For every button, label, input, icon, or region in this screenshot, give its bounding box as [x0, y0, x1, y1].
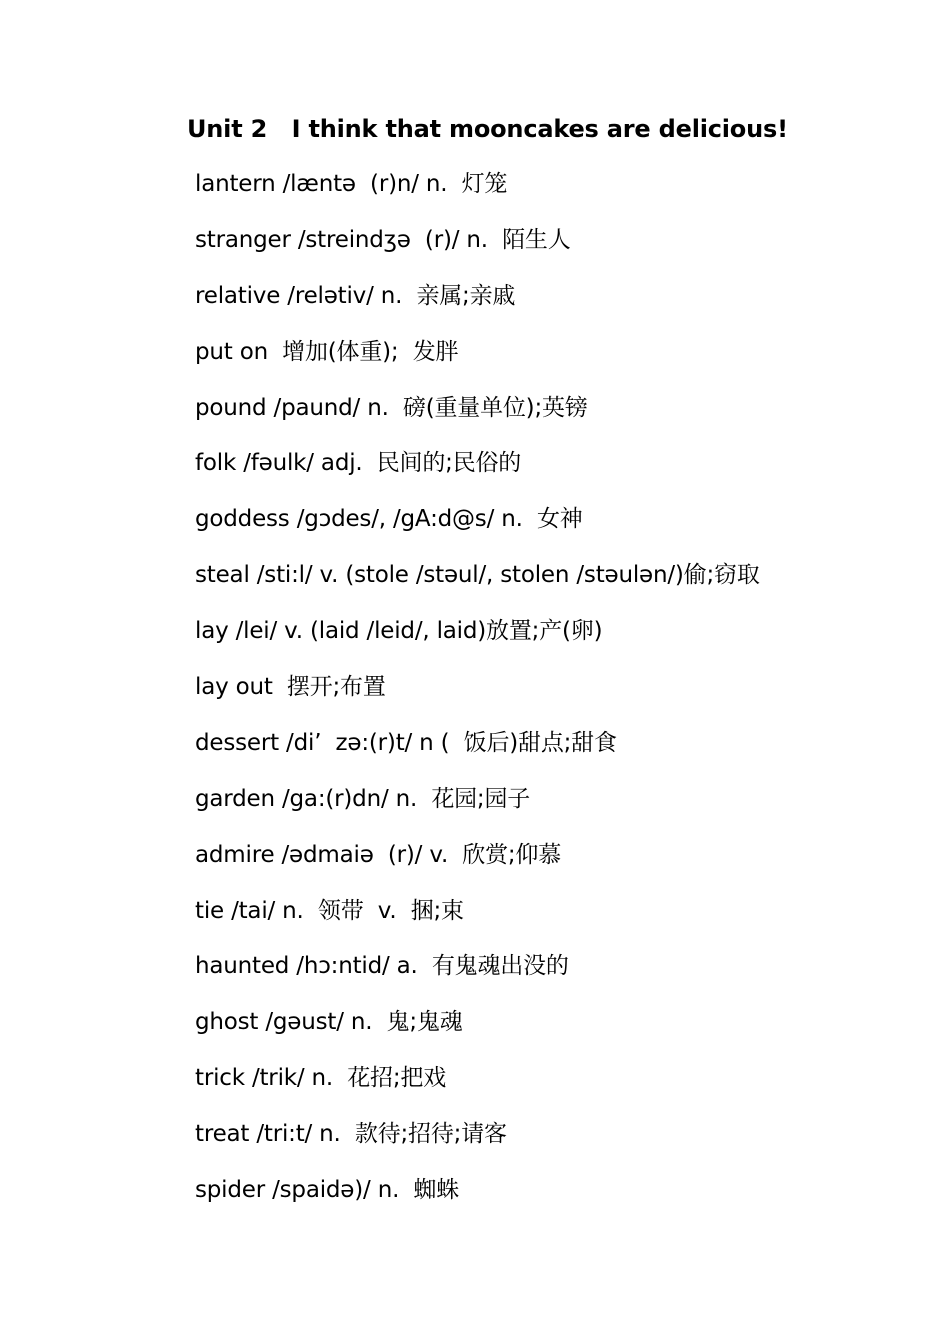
vocab-entry-put-on: put on 增加(体重); 发胖: [195, 338, 459, 365]
vocab-entry-lay: lay /lei/ v. (laid /leid/, laid)放置;产(卵): [195, 618, 603, 645]
vocab-entry-tie: tie /tai/ n. 领带 v. 捆;束: [195, 897, 464, 924]
vocab-entry-admire: admire /ədmaiə (r)/ v. 欣赏;仰慕: [195, 841, 562, 868]
vocab-entry-lantern: lantern /læntə (r)n/ n. 灯笼: [195, 171, 508, 197]
vocab-entry-folk: folk /fəulk/ adj. 民间的;民俗的: [195, 450, 522, 477]
unit-title: Unit 2 I think that mooncakes are delicious!: [187, 115, 788, 143]
vocab-entry-goddess: goddess /gɔdes/, /gA:d@s/ n. 女神: [195, 506, 583, 533]
vocab-entry-lay-out: lay out 摆开;布置: [195, 674, 386, 701]
vocab-entry-relative: relative /relətiv/ n. 亲属;亲戚: [195, 282, 516, 309]
vocabulary-list: [195, 166, 760, 1228]
vocab-entry-haunted: haunted /hɔ:ntid/ a. 有鬼魂出没的: [195, 953, 569, 980]
vocab-entry-trick: trick /trik/ n. 花招;把戏: [195, 1065, 446, 1092]
vocab-entry-spider: spider /spaidə)/ n. 蜘蛛: [195, 1177, 459, 1204]
vocab-entry-dessert: dessert /di’ zə:(r)t/ n ( 饭后)甜点;甜食: [195, 729, 617, 756]
vocab-entry-treat: treat /tri:t/ n. 款待;招待;请客: [195, 1121, 507, 1148]
vocab-entry-steal: steal /sti:l/ v. (stole /stəul/, stolen /stəulən/)偷;窃取: [195, 562, 760, 589]
vocab-entry-garden: garden /ga:(r)dn/ n. 花园;园子: [195, 785, 531, 812]
vocab-entry-stranger: stranger /streindʒə (r)/ n. 陌生人: [195, 226, 571, 253]
vocab-entry-pound: pound /paund/ n. 磅(重量单位);英镑: [195, 394, 588, 421]
vocab-entry-ghost: ghost /gəust/ n. 鬼;鬼魂: [195, 1009, 463, 1036]
